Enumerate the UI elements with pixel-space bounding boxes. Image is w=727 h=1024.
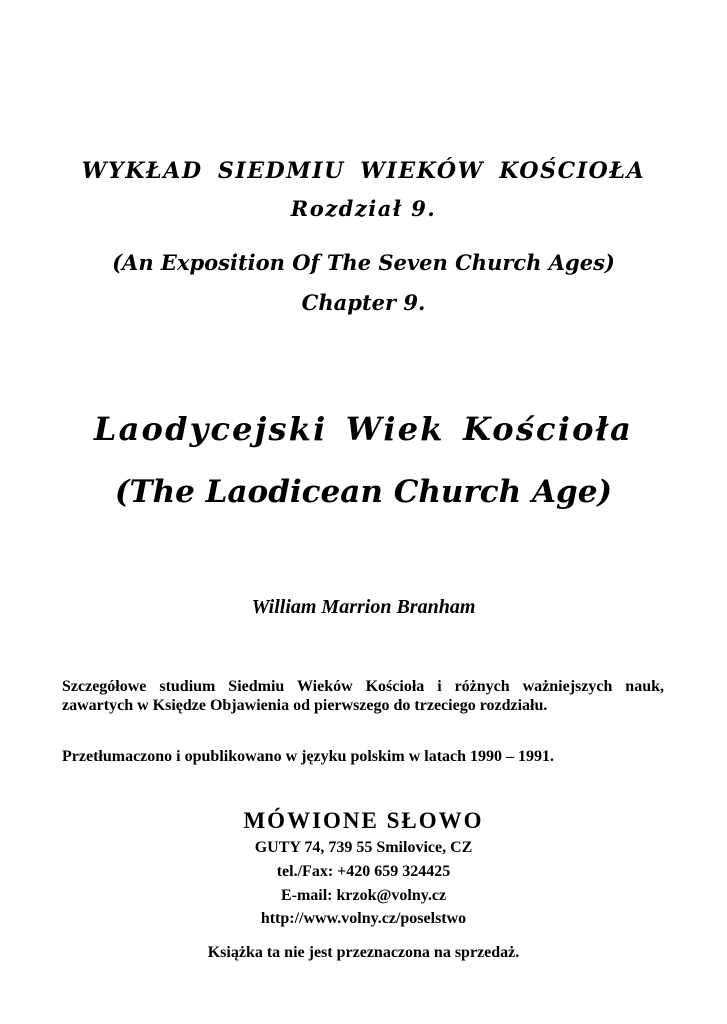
- not-for-sale-notice: Książka ta nie jest przeznaczona na sprzedaż.: [207, 944, 520, 961]
- publisher-phone: tel./Fax: +420 659 324425: [276, 863, 451, 880]
- publisher-website: http://www.volny.cz/poselstwo: [260, 910, 467, 927]
- publisher-name: MÓWIONE SŁOWO: [243, 808, 484, 833]
- translation-note: Przetłumaczono i opublikowano w języku polskim w latach 1990 – 1991.: [62, 748, 555, 765]
- book-title-english: (The Laodicean Church Age): [114, 474, 613, 510]
- description-paragraph: Szczegółowe studium Siedmiu Wieków Kościoła i różnych ważniejszych nauk, zawartych w Księdze Objawienia od pierwszego do trzeciego rozdziału.: [62, 678, 664, 714]
- publisher-email: E-mail: krzok@volny.cz: [280, 887, 447, 904]
- chapter-label-english: Chapter 9.: [301, 290, 426, 315]
- series-title-english: (An Exposition Of The Seven Church Ages): [112, 250, 615, 275]
- book-title-polish: Laodycejski Wiek Kościoła: [93, 410, 634, 448]
- publisher-address: GUTY 74, 739 55 Smilovice, CZ: [254, 839, 473, 856]
- chapter-label-polish: Rozdział 9.: [290, 196, 437, 221]
- series-title-polish: WYKŁAD SIEDMIU WIEKÓW KOŚCIOŁA: [81, 158, 646, 184]
- author-name: William Marrion Branham: [251, 596, 476, 618]
